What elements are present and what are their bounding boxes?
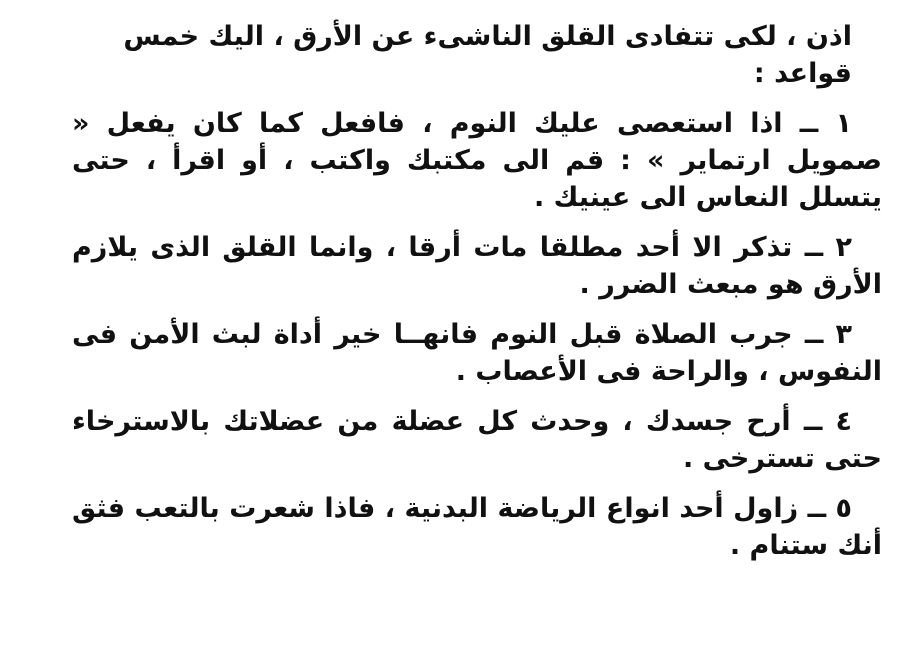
- document-page: [72, 18, 882, 564]
- rule-5: ٥ ــ زاول أحد انواع الرياضة البدنية ، فاذا شعرت بالتعب فثق أنك ستنام .: [72, 493, 882, 561]
- rule-4: ٤ ــ أرح جسدك ، وحدث كل عضلة من عضلاتك بالاسترخاء حتى تسترخى .: [72, 406, 882, 474]
- intro-paragraph: اذن ، لكى تتفادى القلق الناشىء عن الأرق ، اليك خمس قواعد :: [123, 21, 852, 89]
- rule-3: ٣ ــ جرب الصلاة قبل النوم فانهــا خير أداة لبث الأمن فى النفوس ، والراحة فى الأعصاب .: [72, 319, 882, 387]
- rule-2: ٢ ــ تذكر الا أحد مطلقا مات أرقا ، وانما القلق الذى يلازم الأرق هو مبعث الضرر .: [72, 232, 882, 300]
- rule-1: ١ ــ اذا استعصى عليك النوم ، فافعل كما كان يفعل « صمويل ارتماير » : قم الى مكتبك واكتب ، أو اقرأ ، حتى يتسلل النعاس الى عينيك .: [72, 108, 882, 213]
